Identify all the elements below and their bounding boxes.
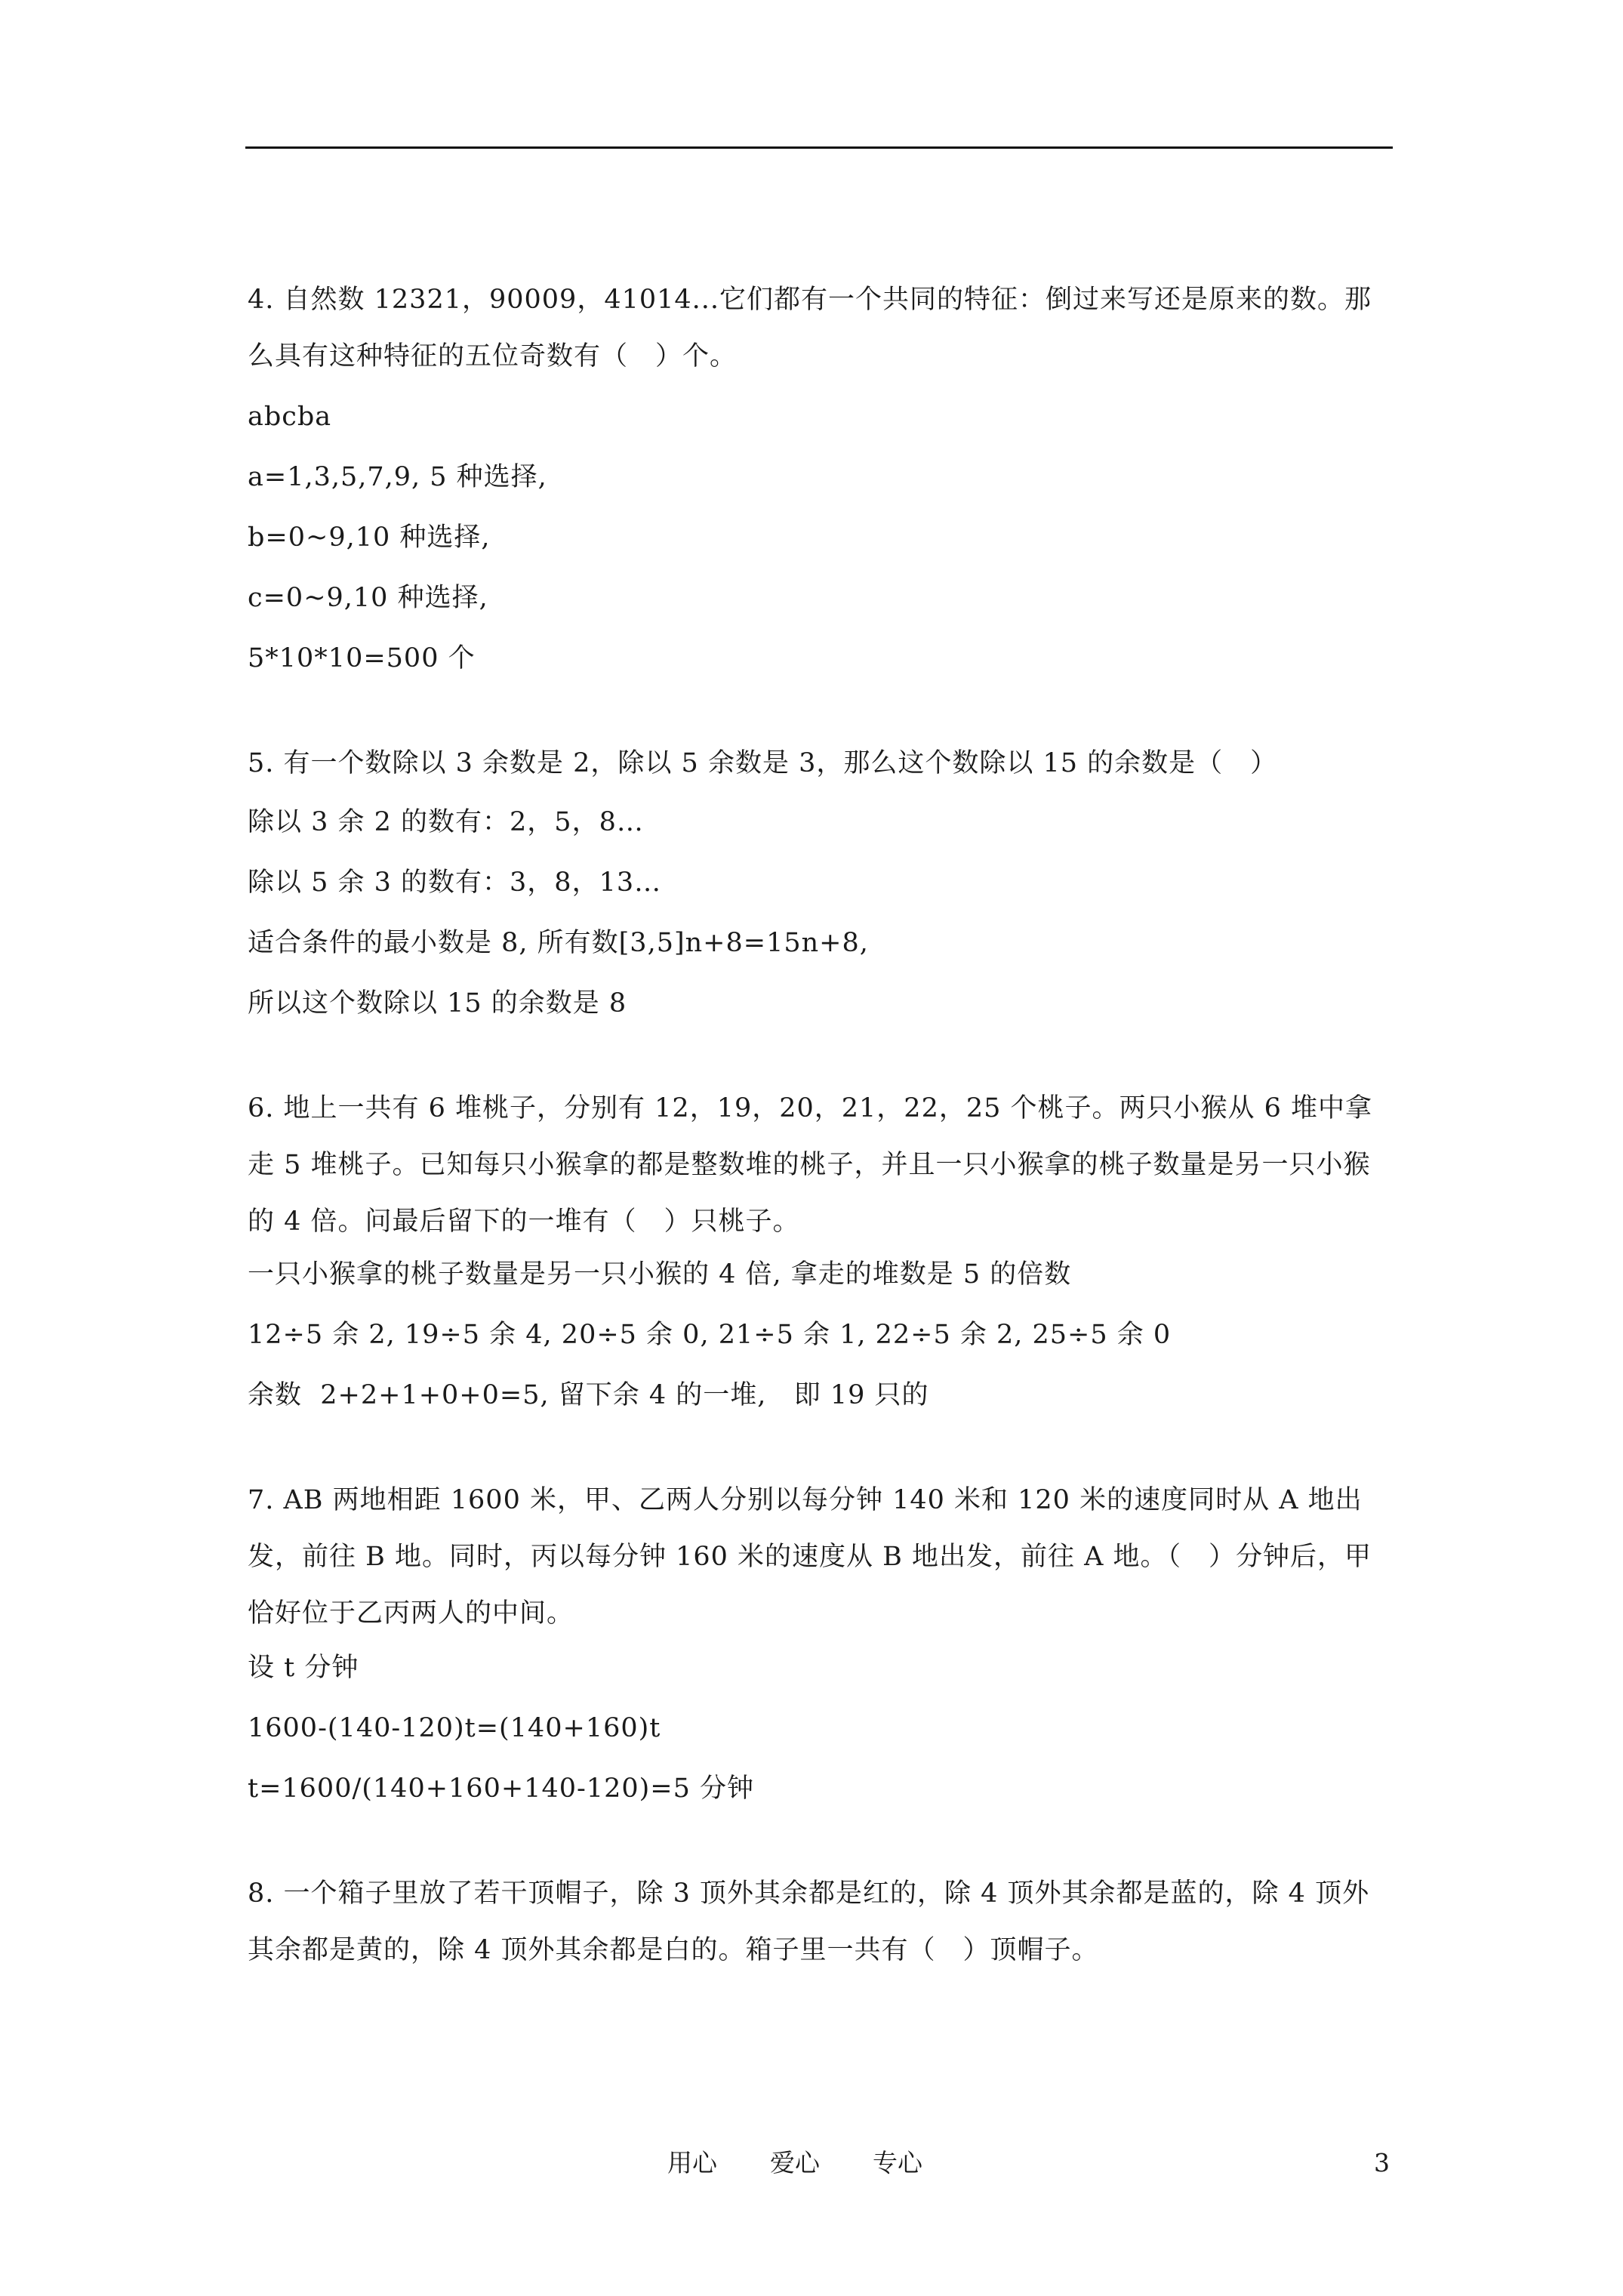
- question-4-solution: [248, 402, 1395, 673]
- solution-line: 12÷5 余 2, 19÷5 余 4, 20÷5 余 0, 21÷5 余 1, 22÷5 余 2, 25÷5 余 0: [248, 1320, 1172, 1350]
- question-5-solution: [248, 807, 1395, 1019]
- solution-line: 设 t 分钟: [248, 1653, 359, 1683]
- question-6-text: 6. 地上一共有 6 堆桃子，分别有 12，19，20，21，22，25 个桃子。两只小猴从 6 堆中拿走 5 堆桃子。已知每只小猴拿的都是整数堆的桃子，并且一只小猴拿的桃子数量是另一只小猴的 4 倍。问最后留下的一堆有（ ）只桃子。: [248, 1093, 1373, 1237]
- solution-line: 1600-(140-120)t=(140+160)t: [248, 1713, 661, 1743]
- question-5-text: 5. 有一个数除以 3 余数是 2，除以 5 余数是 3，那么这个数除以 15 的余数是（ ）: [248, 748, 1278, 778]
- solution-line: 适合条件的最小数是 8, 所有数[3,5]n+8=15n+8,: [248, 928, 869, 958]
- solution-line: abcba: [248, 402, 332, 432]
- solution-line: 所以这个数除以 15 的余数是 8: [248, 988, 627, 1019]
- footer-motto: [667, 2148, 975, 2178]
- page-number: 3: [1374, 2148, 1390, 2177]
- footer-motto-word: 用心: [667, 2148, 717, 2177]
- solution-line: t=1600/(140+160+140-120)=5 分钟: [248, 1774, 754, 1804]
- solution-line: b=0~9,10 种选择,: [248, 522, 491, 553]
- question-4-text: 4. 自然数 12321，90009，41014...它们都有一个共同的特征：倒过来写还是原来的数。那么具有这种特征的五位奇数有（ ）个。: [248, 285, 1372, 371]
- question-8-text: 8. 一个箱子里放了若干顶帽子，除 3 顶外其余都是红的，除 4 顶外其余都是蓝的，除 4 顶外其余都是黄的，除 4 顶外其余都是白的。箱子里一共有（ ）顶帽子。: [248, 1878, 1370, 1965]
- solution-line: 5*10*10=500 个: [248, 643, 476, 673]
- solution-line: a=1,3,5,7,9, 5 种选择,: [248, 462, 547, 492]
- question-7-solution: [248, 1653, 1395, 1804]
- footer-motto-word: 专心: [873, 2148, 922, 2177]
- solution-line: 余数 2+2+1+0+0=5, 留下余 4 的一堆, 即 19 只的: [248, 1380, 929, 1410]
- header-rule: [245, 146, 1393, 149]
- page-content: [248, 272, 1395, 1979]
- solution-line: 除以 3 余 2 的数有：2，5，8…: [248, 807, 644, 837]
- solution-line: 一只小猴拿的桃子数量是另一只小猴的 4 倍, 拿走的堆数是 5 的倍数: [248, 1259, 1072, 1290]
- solution-line: 除以 5 余 3 的数有：3，8，13…: [248, 868, 662, 898]
- solution-line: c=0~9,10 种选择,: [248, 583, 488, 613]
- question-7-text: 7. AB 两地相距 1600 米，甲、乙两人分别以每分钟 140 米和 120 米的速度同时从 A 地出发，前往 B 地。同时，丙以每分钟 160 米的速度从 B 地出发，前往 A 地。（ ）分钟后，甲恰好位于乙丙两人的中间。: [248, 1485, 1372, 1629]
- question-6-solution: [248, 1259, 1395, 1410]
- footer-motto-word: 爱心: [770, 2148, 820, 2177]
